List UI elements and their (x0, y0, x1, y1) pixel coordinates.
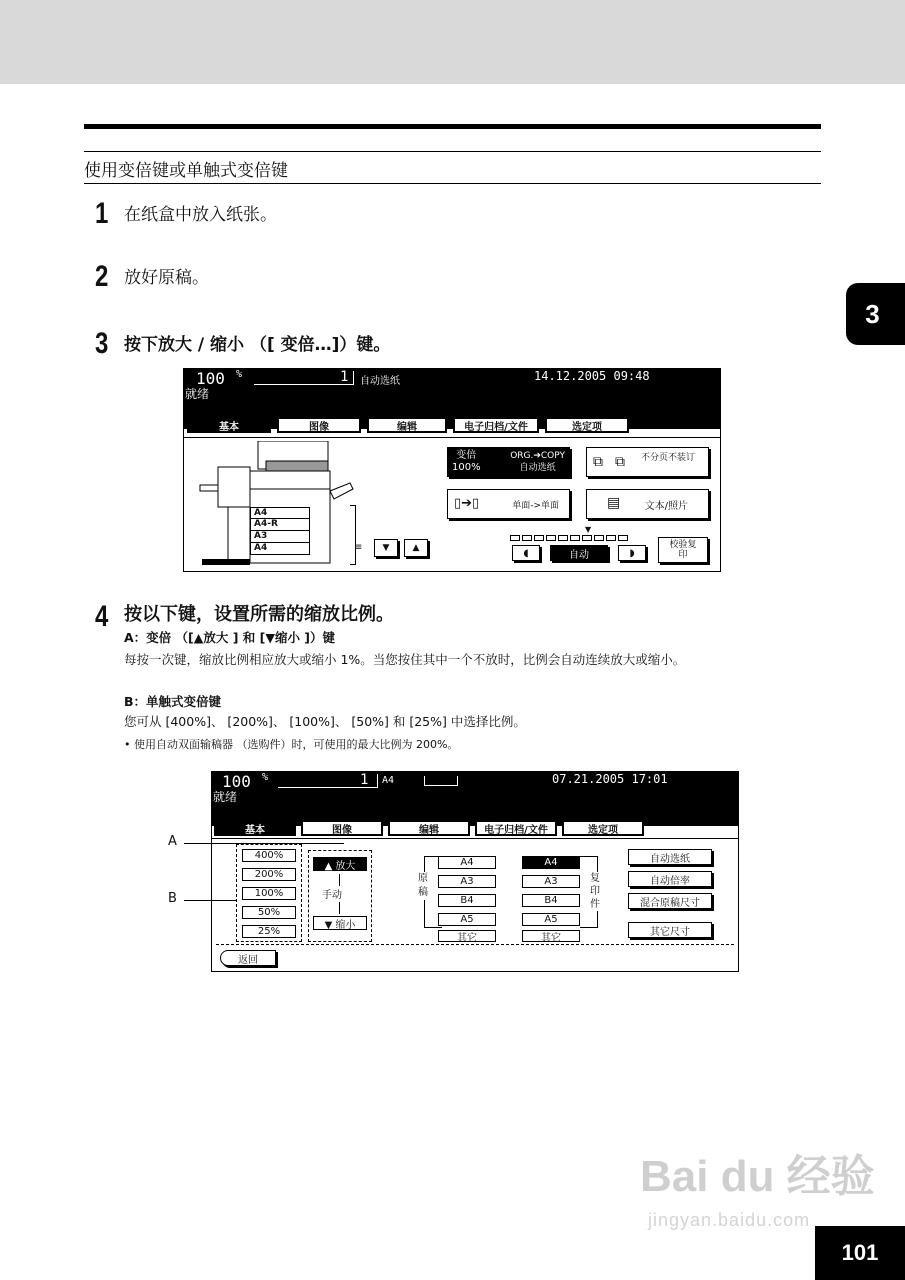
tab-filing[interactable]: 电子归档/文件 (453, 417, 539, 433)
copy-a4-button[interactable]: A4 (522, 856, 580, 869)
step-text: 放好原稿。 (124, 268, 209, 288)
step-text: 在纸盒中放入纸张。 (124, 205, 277, 225)
section-rule-bottom (84, 183, 821, 184)
header-band (0, 0, 905, 84)
duplex-button[interactable] (447, 489, 570, 519)
copy-a3-button[interactable]: A3 (522, 875, 580, 888)
zoom-org-copy: ORG.➔COPY (510, 451, 565, 461)
item-b-body: 您可从 [400%]、 [200%]、 [100%]、 [50%] 和 [25%] 中选择比例。 (124, 714, 526, 729)
copy-label: 复印件 (590, 873, 600, 910)
datetime: 07.21.2005 17:01 (552, 772, 668, 786)
tab-image[interactable]: 图像 (301, 820, 383, 836)
copy-a5-button[interactable]: A5 (522, 913, 580, 926)
tray-a4: A4 (250, 507, 310, 519)
copier-screen-zoom (211, 771, 739, 972)
step-number: 1 (95, 197, 109, 230)
reduce-button[interactable]: ▼ 缩小 (313, 916, 367, 930)
lighter-button[interactable]: ◖ (512, 545, 540, 561)
chapter-tab: 3 (846, 283, 905, 345)
copy-count: 1 (340, 369, 349, 385)
preset-25-button[interactable]: 25% (242, 925, 296, 938)
item-a-heading: A：变倍 （[▲放大 ] 和 [▼缩小 ]）键 (124, 630, 336, 645)
zoom-readout: 100 (222, 772, 251, 791)
back-button[interactable]: 返回 (220, 950, 276, 966)
step-text: 按下放大 / 缩小 （[ 变倍…]）键。 (124, 335, 391, 355)
step-number: 4 (95, 600, 109, 633)
tray-a4r: A4-R (250, 519, 310, 531)
copy-other-button[interactable]: 其它 (522, 930, 580, 942)
step-number: 2 (95, 260, 109, 293)
original-mode-label: 文本/照片 (644, 500, 688, 512)
note-text: • 使用自动双面输稿器 （选购件）时，可使用的最大比例为 200%。 (124, 738, 459, 751)
staple-icon: ⧉ (615, 454, 625, 470)
step-text: 按以下键，设置所需的缩放比例。 (124, 604, 394, 625)
orig-other-button[interactable]: 其它 (438, 930, 496, 942)
section-rule-top (84, 151, 821, 152)
preset-400-button[interactable]: 400% (242, 849, 296, 862)
copy-b4-button[interactable]: B4 (522, 894, 580, 907)
tray-a3: A3 (250, 531, 310, 543)
tab-options[interactable]: 选定项 (562, 820, 644, 836)
proof-copy-button[interactable] (658, 537, 708, 563)
watermark-url: jingyan.baidu.com (648, 1210, 811, 1230)
callout-a: A (168, 834, 177, 849)
sort-button[interactable] (586, 447, 709, 477)
bypass-tray-icon: ≡ (354, 542, 363, 553)
item-b-heading: B：单触式变倍键 (124, 694, 222, 709)
tab-image[interactable]: 图像 (277, 417, 361, 433)
zoom-value: 100% (452, 462, 481, 473)
zoom-auto-paper: 自动选纸 (519, 463, 556, 473)
manual-label: 手动 (322, 890, 342, 901)
item-a-body: 每按一次键，缩放比例相应放大或缩小 1%。当您按住其中一个不放时，比例会自动连续放大或缩小。 (124, 652, 686, 667)
orig-a4-button[interactable]: A4 (438, 856, 496, 869)
orig-a3-button[interactable]: A3 (438, 875, 496, 888)
darker-button[interactable]: ◗ (618, 545, 646, 561)
paper-size: A4 (382, 775, 395, 786)
auto-ratio-button[interactable]: 自动倍率 (628, 871, 712, 887)
status-text: 就绪 (213, 790, 238, 804)
watermark-logo: Bai du 经验 (640, 1152, 875, 1201)
proof-label: 校验复印 (669, 540, 697, 560)
original-mode-button[interactable] (586, 489, 709, 519)
scroll-up-button[interactable]: ▲ (404, 539, 428, 557)
zoom-label: 变倍 (456, 450, 477, 461)
zoom-button[interactable] (447, 447, 570, 477)
tab-basic[interactable]: 基本 (187, 417, 271, 433)
orig-label: 原稿 (418, 873, 428, 898)
auto-paper-button[interactable]: 自动选纸 (628, 849, 712, 865)
tab-edit[interactable]: 编辑 (367, 417, 447, 433)
tab-basic[interactable]: 基本 (214, 820, 296, 836)
sort-icon: ⧉ (593, 454, 603, 470)
section-title: 使用变倍键或单触式变倍键 (84, 161, 288, 181)
preset-50-button[interactable]: 50% (242, 906, 296, 919)
tray-a4-4: A4 (250, 543, 310, 555)
top-rule (84, 124, 821, 129)
tab-options[interactable]: 选定项 (545, 417, 629, 433)
auto-label: 自动 (569, 549, 589, 561)
sort-label: 不分页不装订 (641, 453, 696, 463)
callout-a-line (184, 843, 344, 844)
duplex-label: 单面->单面 (512, 500, 559, 511)
orig-b4-button[interactable]: B4 (438, 894, 496, 907)
copy-count: 1 (360, 772, 369, 788)
paper-mode: 自动选纸 (360, 376, 400, 387)
status-text: 就绪 (185, 387, 210, 401)
copier-screen-basic (183, 368, 721, 572)
scroll-down-button[interactable]: ▼ (374, 539, 398, 557)
duplex-icon: ▯➔▯ (454, 496, 480, 511)
preset-100-button[interactable]: 100% (242, 887, 296, 900)
preset-200-button[interactable]: 200% (242, 868, 296, 881)
document-icon: ▤ (607, 495, 621, 511)
callout-b-line (184, 900, 236, 901)
tab-filing[interactable]: 电子归档/文件 (475, 820, 557, 836)
page-number: 101 (815, 1226, 905, 1280)
datetime: 14.12.2005 09:48 (534, 369, 650, 383)
percent-sign: % (262, 772, 269, 783)
step-number: 3 (95, 327, 109, 360)
zoom-readout: 100 (196, 369, 225, 388)
enlarge-button[interactable]: ▲ 放大 (313, 857, 367, 871)
mixed-originals-button[interactable]: 混合原稿尺寸 (628, 893, 712, 909)
callout-b: B (168, 891, 177, 906)
other-size-button[interactable]: 其它尺寸 (628, 922, 712, 938)
density-marker-icon: ▼ (585, 525, 592, 534)
tab-edit[interactable]: 编辑 (388, 820, 470, 836)
percent-sign: % (236, 369, 243, 380)
orig-a5-button[interactable]: A5 (438, 913, 496, 926)
auto-density-button[interactable] (550, 545, 608, 561)
